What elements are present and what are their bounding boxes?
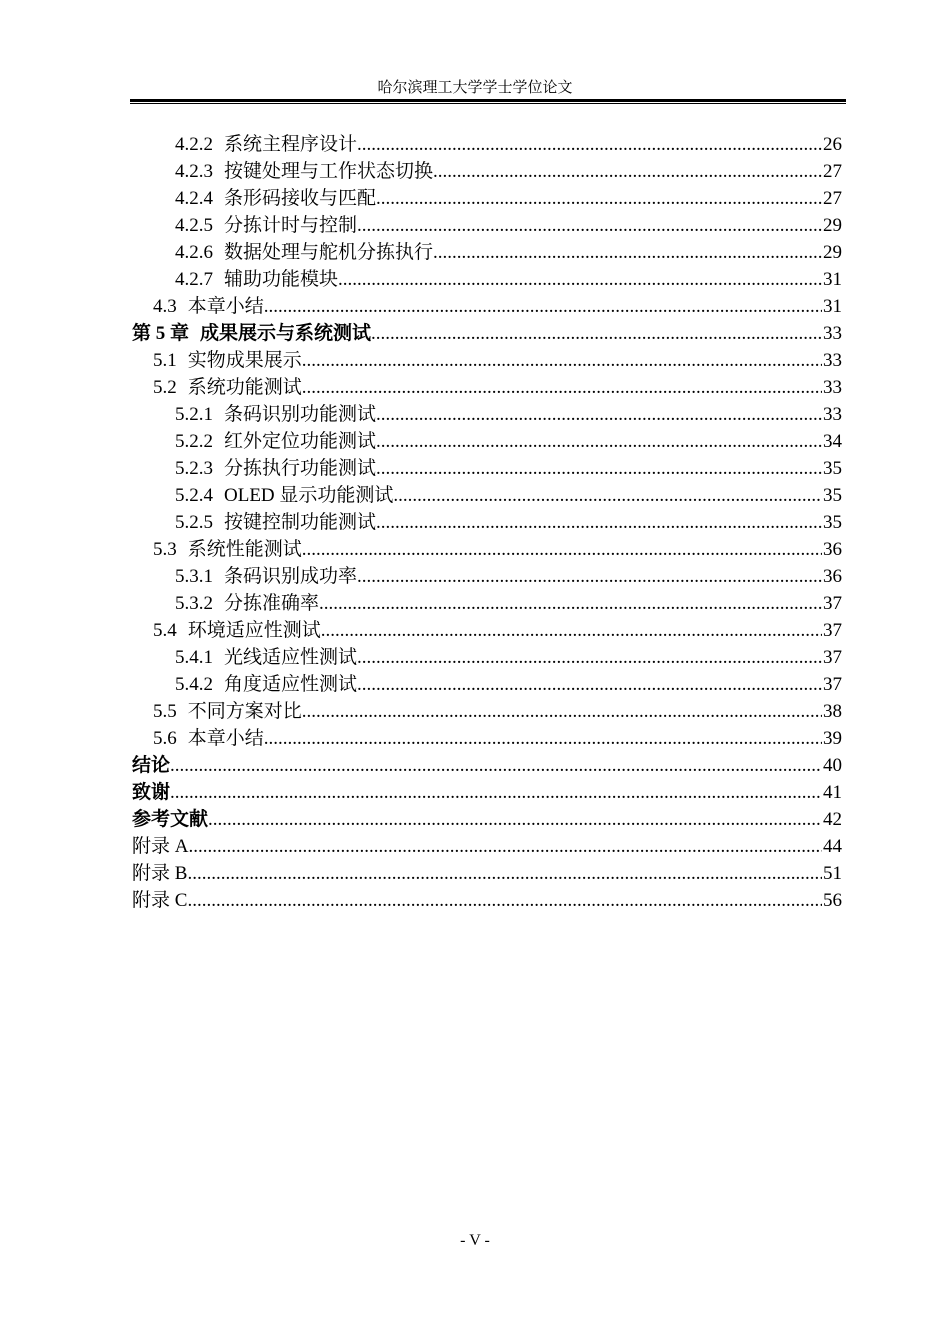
toc-entry-page: 31 [823, 296, 842, 317]
toc-entry[interactable] [153, 617, 842, 644]
toc-entry[interactable] [132, 779, 842, 806]
toc-dot-leader [170, 752, 822, 779]
toc-entry-number: 5.3 [153, 539, 177, 560]
toc-entry-title: 系统功能测试 [187, 377, 302, 398]
toc-entry-number: 4.2.6 [175, 242, 213, 263]
toc-entry[interactable] [175, 644, 842, 671]
toc-entry-number: 5.2.3 [175, 458, 213, 479]
toc-entry[interactable] [175, 563, 842, 590]
toc-dot-leader [433, 239, 822, 266]
toc-entry-title: 环境适应性测试 [187, 620, 321, 641]
toc-entry-page: 33 [823, 404, 842, 425]
toc-entry-title: OLED 显示功能测试 [224, 485, 394, 506]
toc-entry-title: 数据处理与舵机分拣执行 [224, 242, 434, 263]
toc-entry-page: 36 [823, 539, 842, 560]
toc-entry[interactable] [153, 374, 842, 401]
toc-entry-number: 5.6 [153, 728, 177, 749]
toc-entry[interactable] [175, 590, 842, 617]
page-number: - V - [460, 1232, 490, 1249]
toc-entry-page: 38 [823, 701, 842, 722]
toc-entry-number: 5.3.1 [175, 566, 213, 587]
toc-dot-leader [376, 509, 822, 536]
toc-entry-page: 41 [823, 782, 842, 803]
toc-dot-leader [208, 806, 822, 833]
toc-entry-title: 按键控制功能测试 [224, 512, 377, 533]
toc-entry-number: 5.1 [153, 350, 177, 371]
toc-dot-leader [338, 266, 822, 293]
toc-entry[interactable] [175, 428, 842, 455]
toc-entry[interactable] [153, 698, 842, 725]
toc-dot-leader [319, 590, 822, 617]
toc-entry[interactable] [175, 671, 842, 698]
toc-entry-number: 4.3 [153, 296, 177, 317]
toc-dot-leader [187, 860, 822, 887]
toc-entry-number: 5.4 [153, 620, 177, 641]
toc-entry[interactable] [175, 482, 842, 509]
toc-entry-page: 35 [823, 512, 842, 533]
toc-dot-leader [376, 401, 822, 428]
toc-dot-leader [264, 293, 822, 320]
toc-entry-title: 参考文献 [132, 809, 209, 830]
toc-entry-page: 40 [823, 755, 842, 776]
toc-entry-title: 本章小结 [187, 296, 264, 317]
toc-dot-leader [188, 833, 822, 860]
toc-dot-leader [357, 131, 822, 158]
toc-entry-page: 27 [823, 161, 842, 182]
toc-dot-leader [376, 185, 822, 212]
toc-entry-title: 成果展示与系统测试 [200, 323, 372, 344]
toc-entry-page: 39 [823, 728, 842, 749]
toc-entry[interactable] [132, 320, 842, 347]
toc-entry-title: 辅助功能模块 [224, 269, 339, 290]
toc-dot-leader [264, 725, 822, 752]
toc-entry-title: 结论 [132, 755, 171, 776]
toc-entry-title: 实物成果展示 [187, 350, 302, 371]
toc-entry-page: 37 [823, 593, 842, 614]
header-rule-thick [130, 99, 846, 102]
toc-dot-leader [357, 644, 822, 671]
toc-entry[interactable] [132, 860, 842, 887]
toc-entry[interactable] [175, 158, 842, 185]
toc-dot-leader [357, 671, 822, 698]
toc-entry-title: 系统性能测试 [187, 539, 302, 560]
running-header: 哈尔滨理工大学学士学位论文 [377, 80, 573, 96]
toc-entry-title: 角度适应性测试 [224, 674, 358, 695]
toc-entry-number: 5.2.4 [175, 485, 213, 506]
toc-dot-leader [376, 428, 822, 455]
toc-entry-page: 31 [823, 269, 842, 290]
toc-entry-number: 4.2.3 [175, 161, 213, 182]
toc-entry[interactable] [175, 185, 842, 212]
toc-entry-title: 附录 A [132, 836, 189, 857]
toc-entry[interactable] [132, 887, 842, 914]
toc-entry-page: 37 [823, 647, 842, 668]
toc-entry-title: 条码识别功能测试 [224, 404, 377, 425]
toc-entry-number: 5.3.2 [175, 593, 213, 614]
toc-entry-page: 29 [823, 215, 842, 236]
toc-entry[interactable] [175, 212, 842, 239]
toc-entry[interactable] [153, 536, 842, 563]
toc-entry[interactable] [132, 752, 842, 779]
toc-entry-title: 光线适应性测试 [224, 647, 358, 668]
toc-entry-title: 红外定位功能测试 [224, 431, 377, 452]
toc-entry-title: 分拣计时与控制 [224, 215, 358, 236]
toc-entry-number: 第 5 章 [132, 323, 190, 344]
toc-entry[interactable] [153, 725, 842, 752]
toc-dot-leader [302, 347, 822, 374]
toc-entry-title: 不同方案对比 [187, 701, 302, 722]
toc-entry-number: 5.2.2 [175, 431, 213, 452]
toc-entry-title: 系统主程序设计 [224, 134, 358, 155]
toc-entry-number: 5.2.1 [175, 404, 213, 425]
toc-dot-leader [302, 374, 822, 401]
toc-entry-page: 37 [823, 620, 842, 641]
toc-entry-page: 56 [823, 890, 842, 911]
toc-dot-leader [376, 455, 822, 482]
toc-dot-leader [393, 482, 822, 509]
toc-entry-number: 5.2.5 [175, 512, 213, 533]
toc-entry[interactable] [175, 455, 842, 482]
toc-entry-number: 5.4.2 [175, 674, 213, 695]
toc-entry-title: 分拣准确率 [224, 593, 320, 614]
toc-dot-leader [187, 887, 822, 914]
toc-entry-number: 5.2 [153, 377, 177, 398]
toc-entry[interactable] [175, 266, 842, 293]
toc-entry-title: 条形码接收与匹配 [224, 188, 377, 209]
toc-entry-title: 条码识别成功率 [224, 566, 358, 587]
toc-entry-page: 42 [823, 809, 842, 830]
toc-dot-leader [321, 617, 822, 644]
toc-entry-title: 附录 C [132, 890, 188, 911]
toc-dot-leader [371, 320, 822, 347]
toc-dot-leader [170, 779, 822, 806]
header-rule-thin [130, 103, 846, 104]
toc-entry-page: 51 [823, 863, 842, 884]
toc-entry-page: 34 [823, 431, 842, 452]
toc-entry-title: 分拣执行功能测试 [224, 458, 377, 479]
toc-entry-title: 附录 B [132, 863, 188, 884]
toc-entry-title: 按键处理与工作状态切换 [224, 161, 434, 182]
toc-entry[interactable] [153, 293, 842, 320]
toc-entry-title: 致谢 [132, 782, 171, 803]
toc-entry-number: 4.2.5 [175, 215, 213, 236]
toc-entry[interactable] [175, 509, 842, 536]
toc-entry-page: 44 [823, 836, 842, 857]
toc-dot-leader [433, 158, 822, 185]
toc-entry[interactable] [175, 239, 842, 266]
toc-entry-page: 33 [823, 377, 842, 398]
toc-dot-leader [357, 563, 822, 590]
toc-entry-number: 4.2.2 [175, 134, 213, 155]
toc-dot-leader [302, 536, 822, 563]
toc-entry-page: 27 [823, 188, 842, 209]
toc-entry-number: 5.4.1 [175, 647, 213, 668]
toc-entry-page: 33 [823, 323, 842, 344]
toc-entry[interactable] [175, 401, 842, 428]
toc-entry-page: 35 [823, 458, 842, 479]
toc-dot-leader [302, 698, 822, 725]
toc-entry[interactable] [132, 806, 842, 833]
toc-entry[interactable] [132, 833, 842, 860]
toc-entry-page: 29 [823, 242, 842, 263]
toc-entry-page: 33 [823, 350, 842, 371]
toc-entry-number: 4.2.7 [175, 269, 213, 290]
toc-dot-leader [357, 212, 822, 239]
toc-entry-title: 本章小结 [187, 728, 264, 749]
toc-entry-page: 37 [823, 674, 842, 695]
toc-entry-page: 36 [823, 566, 842, 587]
toc-entry-page: 26 [823, 134, 842, 155]
toc-entry[interactable] [153, 347, 842, 374]
toc-entry-number: 5.5 [153, 701, 177, 722]
toc-entry[interactable] [175, 131, 842, 158]
toc-entry-number: 4.2.4 [175, 188, 213, 209]
toc-entry-page: 35 [823, 485, 842, 506]
